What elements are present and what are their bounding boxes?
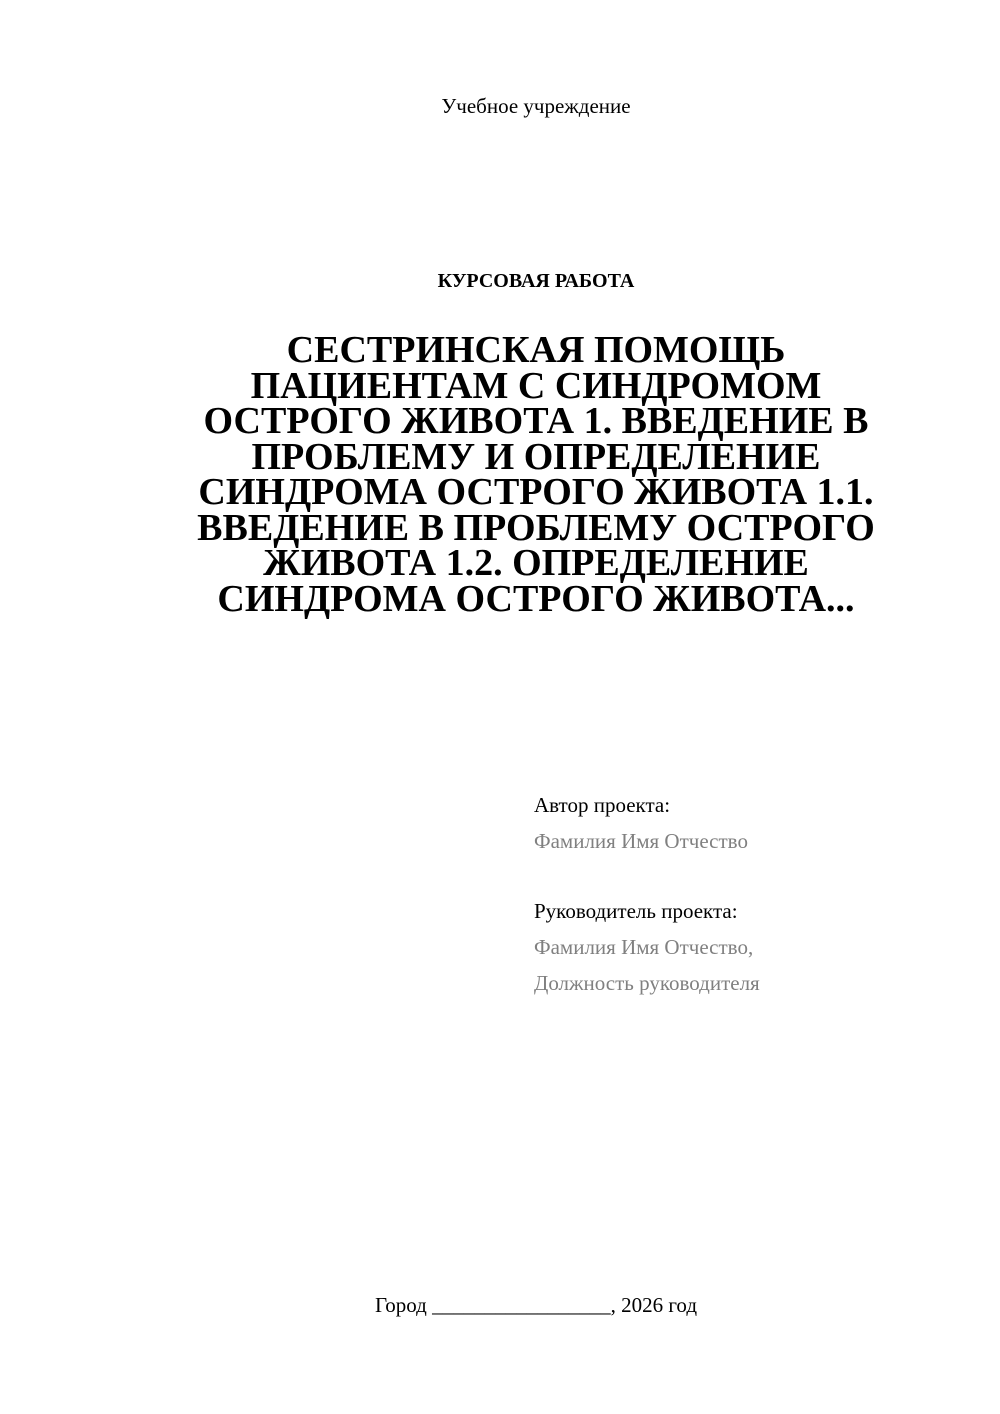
supervisor-position: Должность руководителя [534, 971, 760, 995]
city-year-line: Город _________________, 2026 год [374, 1293, 698, 1317]
title-line: ЖИВОТА 1.2. ОПРЕДЕЛЕНИЕ [263, 542, 809, 584]
title-line: ПРОБЛЕМУ И ОПРЕДЕЛЕНИЕ [251, 435, 821, 478]
institution-name: Учебное учреждение [441, 94, 631, 118]
title-line: ВВЕДЕНИЕ В ПРОБЛЕМУ ОСТРОГО [197, 506, 875, 549]
document-title [180, 329, 892, 620]
author-block [534, 787, 974, 859]
title-line: СЕСТРИНСКАЯ ПОМОЩЬ [286, 329, 786, 371]
title-line: СИНДРОМА ОСТРОГО ЖИВОТА... [217, 577, 855, 620]
title-line: СИНДРОМА ОСТРОГО ЖИВОТА 1.1. [198, 471, 874, 513]
supervisor-block [534, 893, 974, 1001]
supervisor-name: Фамилия Имя Отчество, [534, 935, 754, 959]
author-name: Фамилия Имя Отчество [534, 829, 748, 853]
supervisor-label: Руководитель проекта: [534, 899, 738, 923]
title-line: ПАЦИЕНТАМ С СИНДРОМОМ [250, 364, 822, 407]
author-label: Автор проекта: [534, 793, 671, 817]
title-line: ОСТРОГО ЖИВОТА 1. ВВЕДЕНИЕ В [203, 400, 869, 442]
work-type-heading: КУРСОВАЯ РАБОТА [437, 270, 635, 292]
